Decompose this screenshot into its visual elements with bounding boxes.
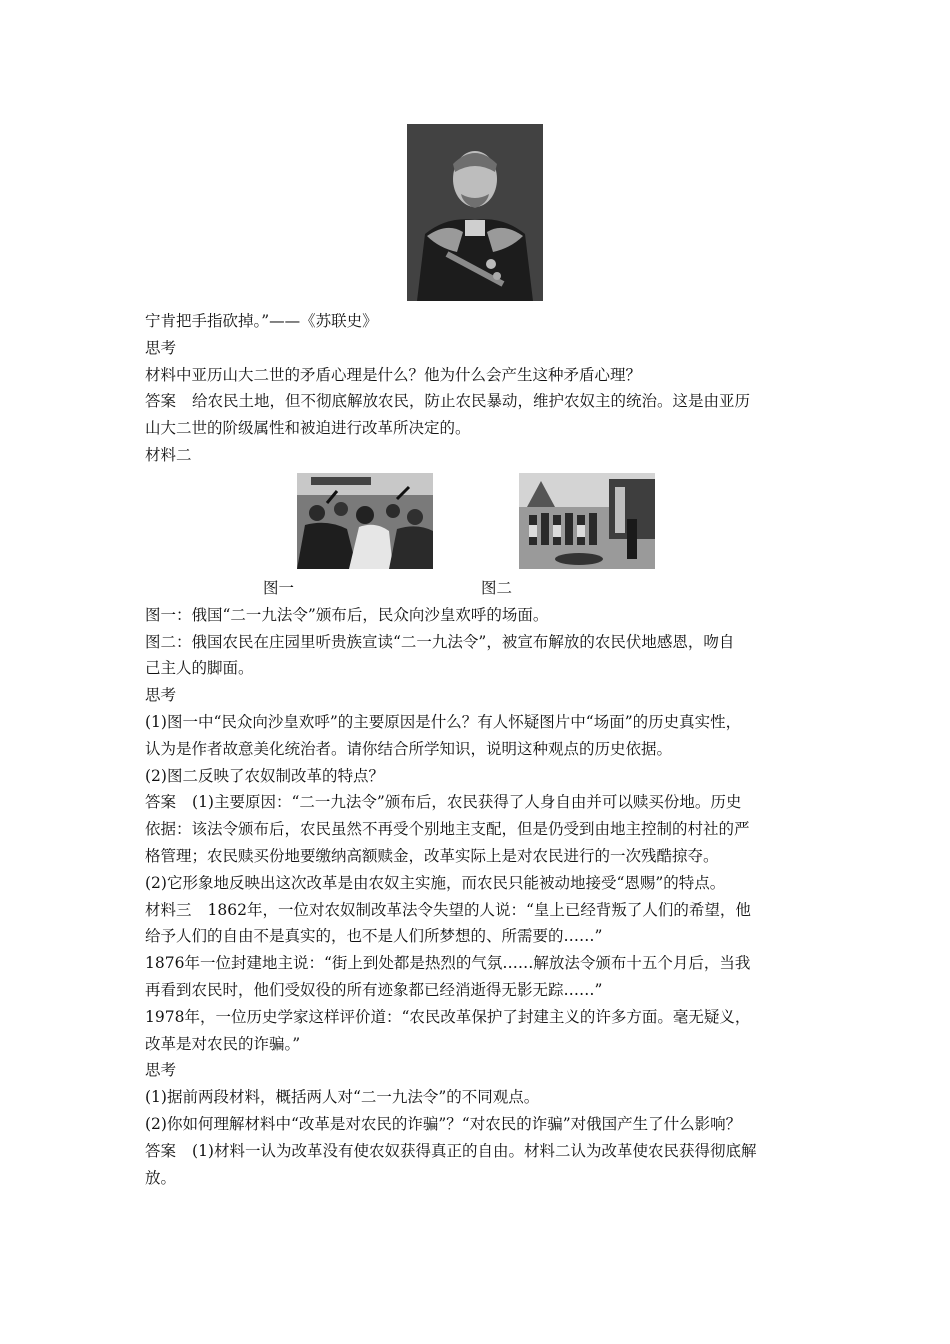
text-line: 己主人的脚面。 (145, 659, 254, 678)
figure-captions (145, 575, 825, 602)
text-line: 图二：俄国农民在庄园里听贵族宣读“二一九法令”，被宣布解放的农民伏地感恩，吻自 (145, 632, 735, 651)
question-text: (1)据前两段材料，概括两人对“二一九法令”的不同观点。 (145, 1088, 540, 1107)
answer-text (145, 789, 825, 816)
text-line: 图一：俄国“二一九法令”颁布后，民众向沙皇欢呼的场面。 (145, 605, 549, 624)
portrait-alexander-ii-image (407, 124, 543, 301)
peasants-kneeling-image (519, 473, 655, 569)
question-text: (2)图二反映了农奴制改革的特点？ (145, 766, 384, 785)
answer-line: (1)主要原因：“二一九法令”颁布后，农民获得了人身自由并可以赎买份地。历史 (192, 793, 742, 812)
answer-label: 答案 (145, 392, 177, 411)
question-text: (2)你如何理解材料中“改革是对农民的诈骗”？“对农民的诈骗”对俄国产生了什么影响？ (145, 1114, 742, 1133)
answer-line: 给农民土地，但不彻底解放农民，防止农民暴动，维护农奴主的统治。这是由亚历 (192, 392, 751, 411)
question-text: (1)图一中“民众向沙皇欢呼”的主要原因是什么？有人怀疑图片中“场面”的历史真实性， (145, 712, 742, 731)
answer-line: (1)材料一认为改革没有使农奴获得真正的自由。材料二认为改革使农民获得彻底解 (192, 1141, 757, 1160)
material-text: 1876年一位封建地主说：“街上到处都是热烈的气氛……解放法令颁布十五个月后，当我 (145, 954, 751, 973)
answer-text: 放。 (145, 1168, 177, 1187)
document-body (145, 308, 825, 1191)
question-text: 认为是作者故意美化统治者。请你结合所学知识，说明这种观点的历史依据。 (145, 739, 673, 758)
answer-text (145, 1138, 825, 1165)
material-text: 给予人们的自由不是真实的，也不是人们所梦想的、所需要的……” (145, 927, 603, 946)
question-text: 材料中亚历山大二世的矛盾心理是什么？他为什么会产生这种矛盾心理？ (145, 365, 642, 384)
figure-row (145, 473, 825, 575)
text-line: 宁肯把手指砍掉。”——《苏联史》 (145, 312, 378, 330)
answer-text (145, 388, 825, 415)
material-text (145, 897, 825, 924)
answer-text: 山大二世的阶级属性和被迫进行改革所决定的。 (145, 419, 471, 438)
section-heading: 思考 (145, 338, 177, 357)
answer-text: (2)它形象地反映出这次改革是由农奴主实施，而农民只能被动地接受“恩赐”的特点。 (145, 873, 726, 892)
section-heading: 材料二 (145, 445, 192, 464)
section-heading: 思考 (145, 686, 177, 705)
material-label: 材料三 (145, 900, 192, 919)
answer-text: 格管理；农民赎买份地要缴纳高额赎金，改革实际上是对农民进行的一次残酷掠夺。 (145, 846, 719, 865)
section-heading: 思考 (145, 1061, 177, 1080)
material-text: 再看到农民时，他们受奴役的所有迹象都已经消逝得无影无踪……” (145, 980, 603, 999)
figure-caption: 图二 (481, 578, 513, 597)
material-text: 1978年，一位历史学家这样评价道：“农民改革保护了封建主义的许多方面。毫无疑义， (145, 1007, 751, 1026)
answer-label: 答案 (145, 793, 177, 812)
material-line: 1862年，一位对农奴制改革法令失望的人说：“皇上已经背叛了人们的希望，他 (207, 900, 751, 919)
answer-text: 依据：该法令颁布后，农民虽然不再受个别地主支配，但是仍受到由地主控制的村社的严 (145, 820, 750, 839)
answer-label: 答案 (145, 1141, 177, 1160)
material-text: 改革是对农民的诈骗。” (145, 1034, 301, 1053)
figure-caption: 图一 (263, 578, 295, 597)
crowd-cheering-tsar-image (297, 473, 433, 569)
